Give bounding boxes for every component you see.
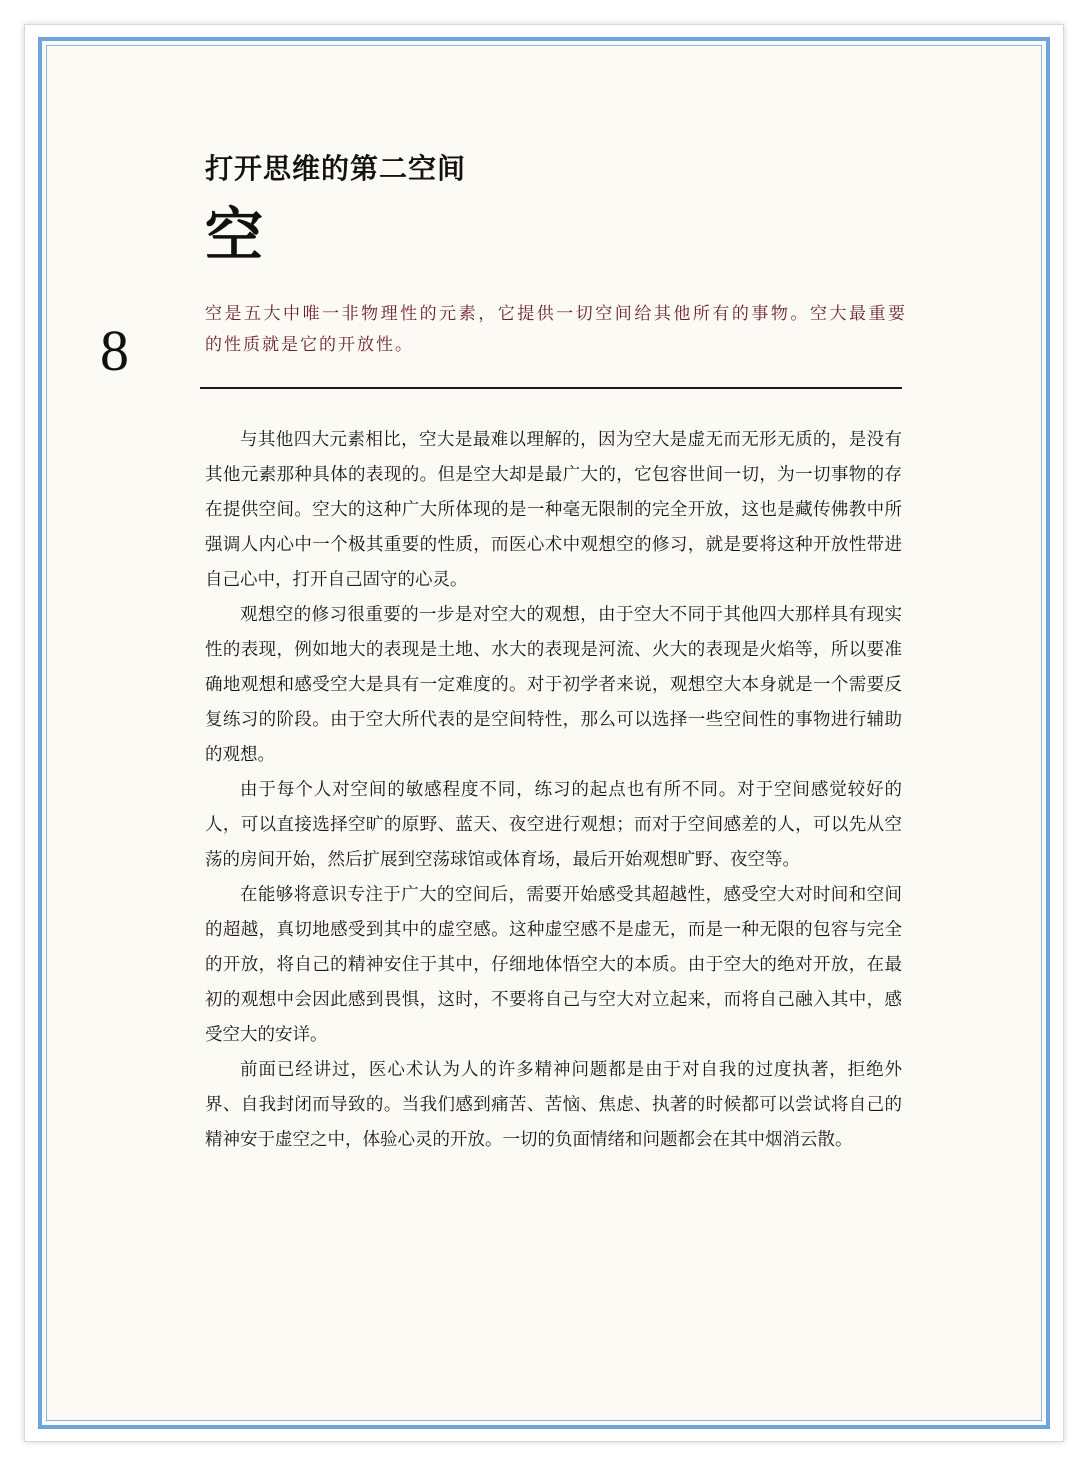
paragraph: 由于每个人对空间的敏感程度不同，练习的起点也有所不同。对于空间感觉较好的人，可以直接选择空旷的原野、蓝天、夜空进行观想；而对于空间感差的人，可以先从空荡的房间开始，然后扩展到空荡球馆或体育场，最后开始观想旷野、夜空等。 bbox=[205, 780, 902, 870]
chapter-number: 8 bbox=[100, 318, 129, 383]
chapter-title: 空 bbox=[205, 201, 264, 269]
chapter-intro: 空是五大中唯一非物理性的元素，它提供一切空间给其他所有的事物。空大最重要的性质就是它的开放性。 bbox=[205, 304, 907, 355]
section-divider bbox=[200, 387, 902, 389]
body-text bbox=[205, 423, 902, 1158]
paragraph: 在能够将意识专注于广大的空间后，需要开始感受其超越性，感受空大对时间和空间的超越，真切地感受到其中的虚空感。这种虚空感不是虚无，而是一种无限的包容与完全的开放，将自己的精神安住于其中，仔细地体悟空大的本质。由于空大的绝对开放，在最初的观想中会因此感到畏惧，这时，不要将自己与空大对立起来，而将自己融入其中，感受空大的安详。 bbox=[205, 885, 902, 1045]
section-subtitle: 打开思维的第二空间 bbox=[205, 152, 467, 185]
book-page bbox=[38, 37, 1050, 1429]
paragraph: 与其他四大元素相比，空大是最难以理解的，因为空大是虚无而无形无质的，是没有其他元素那种具体的表现的。但是空大却是最广大的，它包容世间一切，为一切事物的存在提供空间。空大的这种广大所体现的是一种毫无限制的完全开放，这也是藏传佛教中所强调人内心中一个极其重要的性质，而医心术中观想空的修习，就是要将这种开放性带进自己心中，打开自己固守的心灵。 bbox=[205, 430, 902, 590]
paragraph: 前面已经讲过，医心术认为人的许多精神问题都是由于对自我的过度执著，拒绝外界、自我封闭而导致的。当我们感到痛苦、苦恼、焦虑、执著的时候都可以尝试将自己的精神安于虚空之中，体验心灵的开放。一切的负面情绪和问题都会在其中烟消云散。 bbox=[205, 1060, 902, 1150]
paragraph: 观想空的修习很重要的一步是对空大的观想，由于空大不同于其他四大那样具有现实性的表现，例如地大的表现是土地、水大的表现是河流、火大的表现是火焰等，所以要准确地观想和感受空大是具有一定难度的。对于初学者来说，观想空大本身就是一个需要反复练习的阶段。由于空大所代表的是空间特性，那么可以选择一些空间性的事物进行辅助的观想。 bbox=[205, 605, 902, 765]
